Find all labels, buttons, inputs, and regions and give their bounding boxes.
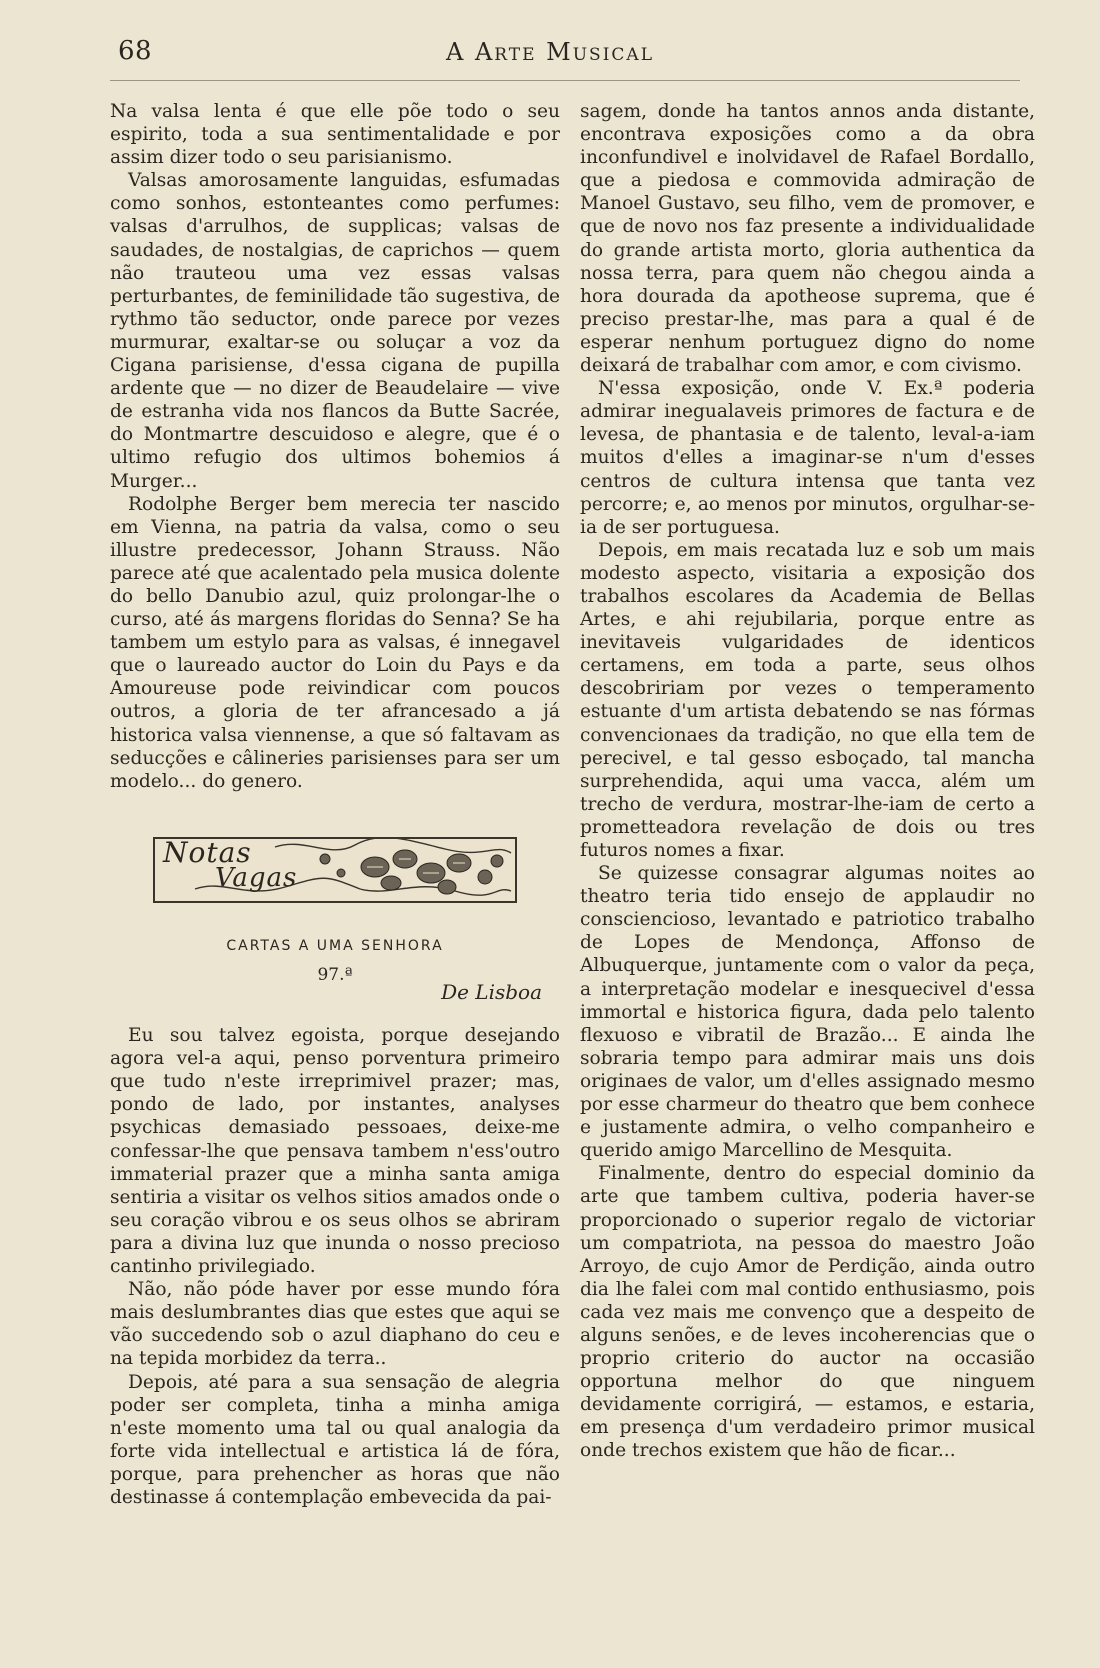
notas-vagas-ornament (153, 837, 517, 903)
header-rule (110, 80, 1020, 81)
paragraph: Depois, em mais recatada luz e sob um mais modesto aspecto, visitaria a exposição dos trabalhos escolares da Academia de Bellas Artes, e ahi rejubilaria, porque entre as inevitaveis vulgaridades de identicos certamens, em toda a parte, seus olhos descobririam por vezes o temperamento estuante d'um artista debatendo se nas fórmas convencionaes da tradição, no que ella tem de perecivel, e tal gesso esboçado, tal mancha surprehendida, aqui uma vacca, além um trecho de verdura, mostrar-lhe-iam de certo a prometteadora revelação de dois ou tres futuros nomes a fixar. (580, 539, 1035, 861)
paragraph: Rodolphe Berger bem merecia ter nascido em Vienna, na patria da valsa, como o seu illustre predecessor, Johann Strauss. Não parece até que acalentado pela musica dolente do bello Danubio azul, quiz prolongar-lhe o curso, até ás margens floridas do Senna? Se ha tambem um estylo para as valsas, é innegavel que o laureado auctor do Loin du Pays e da Amoureuse pode reivindicar com poucos outros, a gloria de ter afrancesado a já historica valsa viennense, a que só faltavam as seducções e câlineries parisienses para ser um modelo... do genero. (110, 493, 560, 792)
dateline: De Lisboa (441, 980, 542, 1004)
paragraph: Finalmente, dentro do especial dominio da arte que tambem cultiva, poderia haver-se proporcionado o superior regalo de victoriar um compatriota, na pessoa do maestro João Arroyo, de cujo Amor de Perdição, ainda outro dia lhe falei com mal contido enthusiasmo, pois cada vez mais me convenço que a despeito de alguns senões, e de leves incoherencias que o proprio criterio do auctor na occasião opportuna melhor do que ninguem devidamente corrigirá, — estamos, e estaria, em presença d'um verdadeiro primor musical onde trechos existem que hão de ficar... (580, 1163, 1035, 1462)
ornament-title-line-2: Vagas (215, 862, 298, 893)
page-number: 68 (118, 36, 153, 66)
paragraph: Se quizesse consagrar algumas noites ao theatro teria tido ensejo de applaudir no consciencioso, levantado e patriotico trabalho de Lopes de Mendonça, Affonso de Albuquerque, juntamente com o valor da peça, a interpretação modelar e inesquecivel d'essa immortal e historica figura, dada pelo talento flexuoso e vibratil de Brazão... E ainda lhe sobraria tempo para admirar mais uns dois originaes de valor, um d'elles assignado mesmo por esse charmeur do theatro que bem conhece e justamente admira, o velho companheiro e querido amigo Marcellino de Mesquita. (580, 863, 1035, 1162)
letter-paragraph: Não, não póde haver por esse mundo fóra mais deslumbrantes dias que estes que aqui se vão succedendo sob o azul diaphano do ceu e na tepida morbidez da terra.. (110, 1279, 560, 1370)
right-column (580, 100, 1035, 1463)
section-title: CARTAS A UMA SENHORA (226, 937, 444, 954)
letter-paragraph: Eu sou talvez egoista, porque desejando agora vel-a aqui, penso porventura primeiro que tudo n'este irreprimivel prazer; mas, pondo de lado, por instantes, analyses psychicas demasiado pessoaes, deixe-me confessar-lhe que pensava tambem n'ess'outro immaterial prazer que a minha santa amiga sentiria a visitar os velhos sitios amados onde o seu coração vibrou e os seus olhos se abriram para a divina luz que inunda o nosso precioso cantinho privilegiado. (110, 1025, 560, 1278)
journal-title: A Arte Musical (445, 38, 654, 66)
paragraph: sagem, donde ha tantos annos anda distante, encontrava exposições como a da obra inconfundivel e inolvidavel de Rafael Bordallo, que a piedosa e commovida admiração de Manoel Gustavo, seu filho, vem de promover, e que de novo nos faz presente a individualidade do grande artista morto, gloria authentica da nossa terra, para quem não chegou ainda a hora dourada da apotheose suprema, que é preciso prestar-lhe, mas para a qual é de esperar nenhum portuguez digno do nome deixará de trabalhar com amor, e com civismo. (580, 101, 1035, 377)
paragraph: N'essa exposição, onde V. Ex.ª poderia admirar inegualaveis primores de factura e de levesa, de phantasia e de talento, leval-a-iam muitos d'elles a imaginar-se n'um d'esses centros de cultura intensa que tanta vez percorre; e, ao menos por minutos, orgulhar-se-ia de ser portuguesa. (580, 378, 1035, 538)
left-column (110, 100, 560, 1509)
ornament-title-line-1: Notas (163, 836, 252, 869)
paragraph: Na valsa lenta é que elle põe todo o seu espirito, toda a sua sentimentalidade e por assim dizer todo o seu parisianismo. (110, 101, 560, 169)
letter-number: 97.ª (317, 964, 353, 985)
paragraph: Valsas amorosamente languidas, esfumadas como sonhos, estonteantes como perfumes: valsas d'arrulhos, de supplicas; valsas de saudades, de nostalgias, de caprichos — quem não trauteou uma vez essas valsas perturbantes, de feminilidade tão sugestiva, de rythmo tão seductor, onde parece por vezes murmurar, exaltar-se ou soluçar a voz da Cigana parisiense, d'essa cigana de pupilla ardente que — no dizer de Beaudelaire — vive de estranha vida nos flancos da Butte Sacrée, do Montmartre descuidoso e alegre, que é o ultimo refugio dos ultimos bohemios á Murger... (110, 170, 560, 492)
letter-paragraph: Depois, até para a sua sensação de alegria poder ser completa, tinha a minha amiga n'este momento uma tal ou qual analogia da forte vida intellectual e artistica lá de fóra, porque, para prehencher as horas que não destinasse á contemplação embevecida da pai- (110, 1371, 560, 1508)
